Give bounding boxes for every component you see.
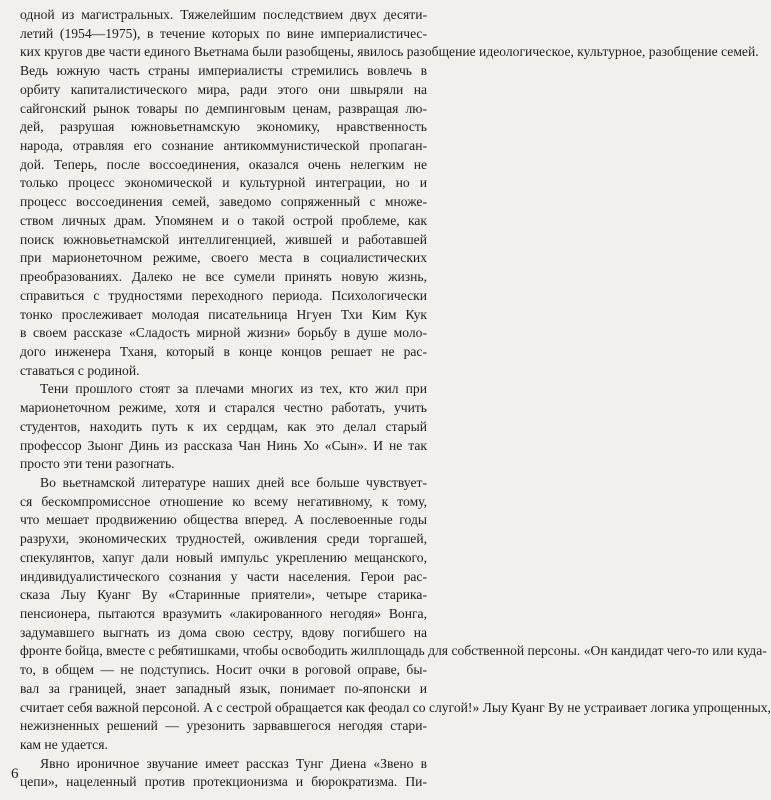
text-line: сказа Лыу Куанг Ву «Старинные приятели», четыре старика- bbox=[20, 587, 427, 603]
text-line: просто эти тени разогнать. bbox=[20, 456, 175, 472]
text-line: то, в общем — не подступись. Носит очки в роговой оправе, бы- bbox=[20, 662, 427, 678]
text-line: задумавшего выгнать из дома свою сестру, вдову погибшего на bbox=[20, 624, 427, 640]
text-line: процесс воссоединения семей, заведомо сопряженный с множе- bbox=[20, 194, 427, 210]
text-line: кам не удается. bbox=[20, 737, 108, 753]
paragraph bbox=[20, 380, 427, 474]
text-line: пенсионера, пытаются вразумить «лакированного негодяя» Вонга, bbox=[20, 606, 427, 621]
paragraph bbox=[20, 474, 771, 755]
text-line: в своем рассказе «Сладость мирной жизни» борьбу в душе моло- bbox=[20, 325, 427, 341]
paragraph bbox=[20, 755, 427, 792]
text-line: спекулянтов, хапуг дали новый импульс укреплению мещанского, bbox=[20, 549, 427, 565]
text-line: тонко прослеживает молодая писательница Нгуен Тхи Ким Кук bbox=[20, 306, 427, 322]
text-line: орбиту капиталистического мира, ради этого они швыряли на bbox=[20, 81, 427, 97]
text-line: ством личных драм. Упомянем и о такой острой проблеме, как bbox=[20, 212, 427, 228]
text-line: сайгонский рынок товары по демпинговым ценам, развращая лю- bbox=[20, 100, 427, 116]
text-line: что мешает продвижению общества вперед. А послевоенные годы bbox=[20, 512, 427, 528]
text-line: ставаться с родиной. bbox=[20, 362, 140, 378]
text-line: преобразованиях. Далеко не все сумели принять новую жизнь, bbox=[20, 269, 427, 285]
text-line: ких кругов две части единого Вьетнама были разобщены, явилось разобщение идеологическое, культурное, разобщение семей. bbox=[20, 44, 759, 60]
text-line: считает себя важной персоной. А с сестрой обращается как феодал со слугой!» Лыу Куанг Ву не устраивает логика упрощенных, bbox=[20, 699, 771, 715]
text-line: нежизненных решений — урезонить зарвавшегося негодяя стари- bbox=[20, 718, 427, 734]
text-line: дой. Теперь, после воссоединения, оказался очень нелегким не bbox=[20, 156, 427, 172]
text-line: народа, отравляя его сознание антикоммунистической пропаган- bbox=[20, 138, 427, 154]
text-line: ся бескомпромиссное отношение ко всему негативному, к тому, bbox=[20, 493, 427, 509]
text-line: Ведь южную часть страны империалисты стремились вовлечь в bbox=[20, 63, 427, 79]
page-number: 6 bbox=[11, 766, 19, 782]
text-line: при марионеточном режиме, своего места в социалистических bbox=[20, 250, 427, 266]
text-line: цепи», нацеленный против протекционизма и бюрократизма. Пи- bbox=[20, 774, 427, 790]
text-line: дого инженера Тханя, который в конце концов решает не рас- bbox=[20, 343, 427, 359]
text-line: справиться с трудностями переходного периода. Психологически bbox=[20, 287, 427, 303]
body-text bbox=[20, 6, 771, 792]
paragraph bbox=[20, 6, 759, 380]
text-line: только процесс экономической и культурной интеграции, но и bbox=[20, 175, 427, 191]
text-line: поиск южновьетнамской интеллигенцией, жившей и работавшей bbox=[20, 231, 427, 247]
text-line: Явно ироничное звучание имеет рассказ Тунг Диена «Звено в bbox=[40, 755, 427, 771]
text-line: одной из магистральных. Тяжелейшим последствием двух десяти- bbox=[20, 7, 427, 22]
text-line: индивидуалистического сознания у части населения. Герои рас- bbox=[20, 568, 427, 584]
text-line: профессор Зыонг Динь из рассказа Чан Нинь Хо «Сын». И не так bbox=[20, 437, 427, 453]
text-line: разрухи, экономических трудностей, оживления среди торгашей, bbox=[20, 531, 427, 547]
text-line: студентов, находить путь к их сердцам, как это делал старый bbox=[20, 418, 427, 434]
text-line: летий (1954—1975), в течение которых по вине империалистичес- bbox=[20, 25, 427, 41]
text-line: Тени прошлого стоят за плечами многих из тех, кто жил при bbox=[40, 381, 427, 397]
text-line: вал за границей, знает западный язык, понимает по-японски и bbox=[20, 680, 427, 696]
text-line: марионеточном режиме, хотя и старался честно работать, учить bbox=[20, 400, 427, 416]
text-line: дей, разрушая южновьетнамскую экономику, нравственность bbox=[20, 119, 427, 135]
text-line: фронте бойца, вместе с ребятишками, чтобы освободить жилплощадь для собственной персоны. «Он кандидат чего-то или куда- bbox=[20, 643, 767, 659]
text-line: Во вьетнамской литературе наших дней все больше чувствует- bbox=[40, 474, 427, 490]
